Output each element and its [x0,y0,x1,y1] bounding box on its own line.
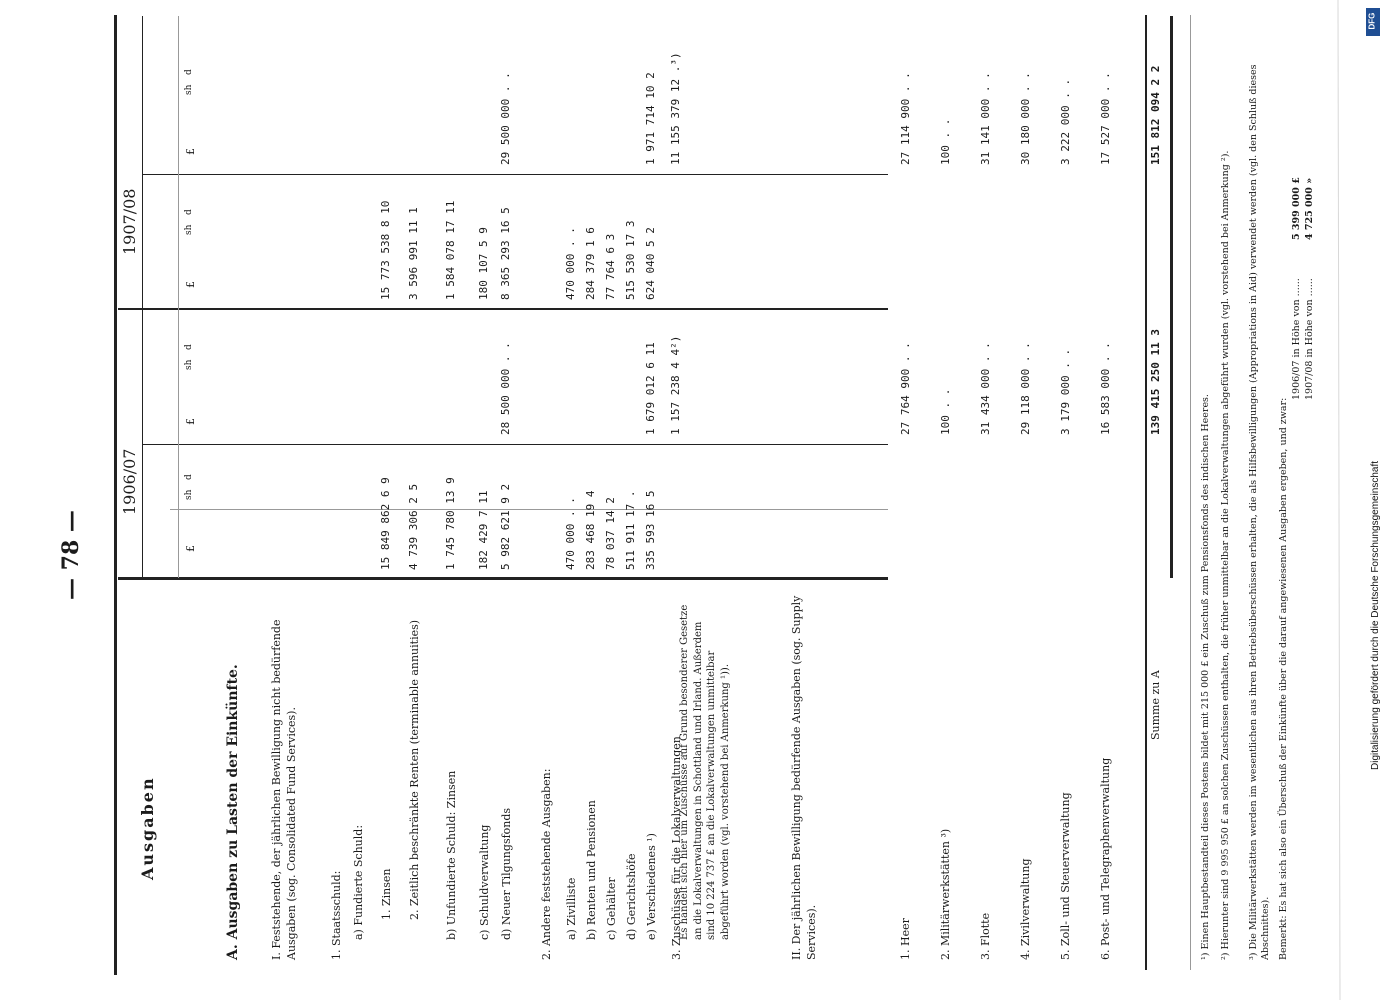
section-title: Ausgaben [138,776,157,880]
column-separator [170,509,888,510]
unit-sh: sh [184,224,194,235]
surplus-value: 4 725 000 » [1304,177,1315,240]
unit-pound: £ [184,418,197,425]
year-header-1906: 1906/07 [120,448,139,515]
note-zuschuesse: Es handelt sich hier um Zuschüsse auf Grund besonderer Gesetze an die Lokalverwaltungen in Schottland und Irland. Außerdem sind 10 224 737 £ an die Lokalverwaltungen unmittelbar abgeführt worden (vgl. vorstehend bei Anmerkung ¹)). [679,604,731,940]
value-1906-detail: 283 468 19 4 [584,490,597,570]
footnote: ²) Hierunter sind 9 995 950 £ an solchen Zuschüssen enthalten, die früher unmittelbar an die Lokalverwaltungen abgeführt wurden (vgl. vorstehend bei Anmerkung ²). [1220,150,1231,960]
value-1907-total: 1 971 714 10 2 [644,72,657,165]
value-1907-detail: 77 764 6 3 [604,233,617,300]
value-1907-detail: 180 107 5 9 [477,227,490,300]
footnote: Bemerkt: Es hat sich also ein Überschuß der Einkünfte über die darauf angewiesenen Ausgaben ergeben, und zwar: [1278,397,1289,960]
year-header-1907: 1907/08 [120,188,139,255]
value-1906-detail: 15 849 862 6 9 [379,477,392,570]
unit-rule [178,16,179,578]
value-1906-total: 1 679 012 6 11 [644,342,657,435]
value-1906-total: 28 500 000 . . [499,342,512,435]
total-1906: 139 415 250 11 3 [1149,329,1162,435]
value-1907-detail: 515 530 17 3 [624,220,637,300]
supply-1907: 17 527 000 . . [1099,72,1112,165]
row-label: c) Schuldverwaltung [478,824,491,940]
unit-d: d [184,209,194,215]
unit-sh: sh [184,489,194,500]
value-1906-detail: 335 593 16 5 [644,490,657,570]
supply-1906: 16 583 000 . . [1099,342,1112,435]
supply-1906: 29 118 000 . . [1019,342,1032,435]
row-label: c) Gehälter [605,877,618,940]
row-label: a) Fundierte Schuld: [352,824,365,940]
column-separator [118,308,888,310]
document-page [30,0,1320,1000]
value-1907-detail: 624 040 5 2 [644,227,657,300]
dfg-logo [1366,8,1380,36]
supply-1907: 3 222 000 . . [1059,78,1072,165]
value-1907-detail: 15 773 538 8 10 [379,200,392,300]
surplus-label: 1907/08 in Höhe von ...... [1304,278,1315,400]
value-1907-total: 11 155 379 12 .³) [669,52,682,165]
row-label: d) Neuer Tilgungsfonds [500,807,513,940]
footnote: ¹) Einen Hauptbestandteil dieses Postens bildet mit 215 000 £ ein Zuschuß zum Pensionsfonds des indischen Heeres. [1200,394,1211,960]
value-1906-total: 1 157 238 4 4²) [669,335,682,435]
value-1907-total: 29 500 000 . . [499,72,512,165]
row-label: b) Unfundierte Schuld: Zinsen [445,770,458,940]
supply-label: 6. Post- und Telegraphenverwaltung [1099,757,1112,960]
total-rule [1145,15,1147,970]
heading-a: A. Ausgaben zu Lasten der Einkünfte. [225,664,241,960]
unit-d: d [184,474,194,480]
dfg-credit: Digitalisierung gefördert durch die Deutsche Forschungsgemeinschaft [1370,460,1381,770]
supply-label: 2. Militärwerkstätten ³) [939,828,952,960]
unit-pound: £ [184,545,197,552]
unit-d: d [184,69,194,75]
value-1906-detail: 470 000 . . [564,497,577,570]
value-1907-detail: 284 379 1 6 [584,227,597,300]
dfg-logo-text: DFG [1367,12,1377,30]
supply-label: 3. Flotte [979,912,992,960]
total-1907: 151 812 094 2 2 [1149,65,1162,165]
total-label: Summe zu A [1149,670,1162,740]
supply-1907: 30 180 000 . . [1019,72,1032,165]
row-label: e) Verschiedenes ¹) [645,833,658,940]
value-1907-detail: 8 365 293 16 5 [499,207,512,300]
year-rule [142,16,143,578]
supply-label: 5. Zoll- und Steuerverwaltung [1059,792,1072,960]
row-label: 2. Zeitlich beschränkte Renten (terminable annuities) [408,619,421,920]
value-1906-detail: 78 037 14 2 [604,497,617,570]
row-label: d) Gerichtshöfe [625,853,638,940]
surplus-label: 1906/07 in Höhe von ...... [1291,278,1302,400]
column-separator [142,444,888,445]
value-1907-detail: 1 584 078 17 11 [444,200,457,300]
footnote: ³) Die Militärwerkstätten werden im wesentlichen aus ihren Betriebsüberschüssen erhalten, die als Hilfsbewilligungen (Appropriations in Aid) verwendet werden (vgl. den Schluß dieses Abschnittes). [1248,64,1272,960]
value-1907-detail: 3 596 991 11 1 [407,207,420,300]
value-1906-detail: 1 745 780 13 9 [444,477,457,570]
supply-label: 1. Heer [899,918,912,960]
value-1906-detail: 182 429 7 11 [477,490,490,570]
dfg-side-text [1370,390,1383,770]
row-label: a) Zivilliste [565,877,578,940]
supply-1907: 100 . . [939,118,952,165]
row-label: 2. Andere feststehende Ausgaben: [540,768,553,960]
unit-pound: £ [184,148,197,155]
column-separator [142,174,888,175]
heading-i: I. Feststehende, der jährlichen Bewilligung nicht bedürfende Ausgaben (sog. Consolidated Fund Services). [270,619,298,960]
unit-sh: sh [184,84,194,95]
supply-1906: 100 . . [939,388,952,435]
page-number: — 78 — [58,510,84,600]
column-separator [118,577,888,580]
bottom-rule [1170,16,1173,578]
unit-d: d [184,344,194,350]
supply-label: 4. Zivilverwaltung [1019,858,1032,960]
value-1906-detail: 511 911 17 . [624,490,637,570]
footnote-rule [1190,15,1191,970]
supply-1907: 27 114 900 . . [899,72,912,165]
unit-sh: sh [184,359,194,370]
value-1907-detail: 470 000 . . [564,227,577,300]
top-rule [114,15,117,975]
supply-1906: 27 764 900 . . [899,342,912,435]
supply-1906: 31 434 000 . . [979,342,992,435]
surplus-value: 5 399 000 £ [1291,177,1302,240]
row-label: 1. Staatsschuld: [330,870,343,960]
row-label: b) Renten und Pensionen [585,800,598,940]
supply-1906: 3 179 000 . . [1059,348,1072,435]
supply-1907: 31 141 000 . . [979,72,992,165]
heading-ii: II. Der jährlichen Bewilligung bedürfende Ausgaben (sog. Supply Services). [790,595,818,960]
value-1906-detail: 5 982 621 9 2 [499,483,512,570]
row-label: 1. Zinsen [380,868,393,920]
value-1906-detail: 4 739 306 2 5 [407,483,420,570]
unit-pound: £ [184,281,197,288]
row-label: 3. Zuschüsse für die Lokalverwaltungen [670,736,683,960]
